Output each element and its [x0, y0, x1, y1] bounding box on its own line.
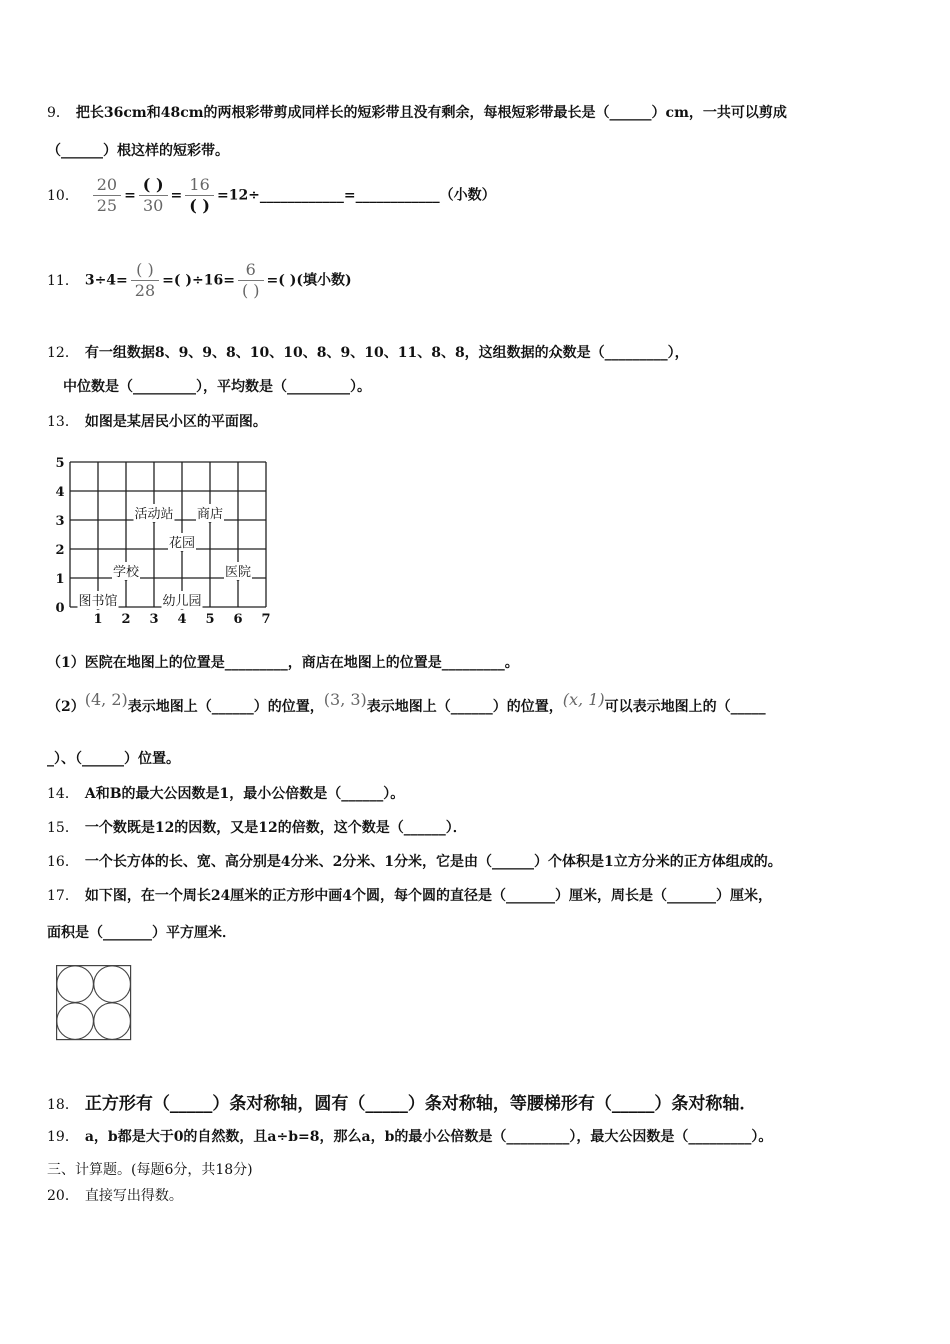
x-tick-label: 5 [205, 612, 215, 627]
question-13-sub-1 [47, 652, 519, 672]
place-label: 商店 [196, 507, 224, 522]
question-text: 直接写出得数。 [84, 1188, 183, 1204]
question-text: _）、（______）位置。 [47, 751, 180, 767]
fraction-blank-30: $\frac{( )}{30}$ [139, 175, 168, 216]
question-number: 18． [47, 1097, 79, 1113]
question-17-line-1 [47, 885, 772, 905]
question-text: 有一组数据8、9、9、8、10、10、8、9、10、11、8、8，这组数据的众数是（_________）， [84, 345, 689, 361]
question-number: 13． [47, 414, 79, 430]
question-16 [47, 851, 782, 871]
x-tick-label: 7 [261, 612, 271, 627]
question-number: 12． [47, 345, 79, 361]
question-text: 如图是某居民小区的平面图。 [84, 414, 267, 430]
coordinate-3-3: (3, 3) [323, 690, 367, 709]
y-tick-label: 2 [55, 543, 65, 558]
question-11: 11． 3÷4= $\frac{( )}{28}$ =( )÷16= $\frac{6}{( )}$ =( )(填小数) [47, 260, 352, 300]
question-number: 19． [47, 1129, 79, 1145]
question-text: （1）医院在地图上的位置是_________，商店在地图上的位置是_________。 [47, 655, 519, 671]
question-text: （______）根这样的短彩带。 [47, 143, 229, 159]
question-9-line-1 [47, 102, 787, 122]
question-text: a，b都是大于0的自然数，且a÷b=8，那么a，b的最小公倍数是（_________），最大公因数是（_________）。 [84, 1129, 773, 1145]
x-tick-label: 2 [121, 612, 131, 627]
y-tick-label: 1 [55, 572, 65, 587]
question-number: 17． [47, 888, 79, 904]
y-tick-label: 0 [55, 601, 65, 616]
question-number: 14． [47, 786, 79, 802]
place-label: 学校 [112, 565, 140, 580]
question-12-line-1 [47, 342, 689, 362]
y-tick-label: 4 [55, 485, 65, 500]
question-number: 20． [47, 1188, 79, 1204]
question-number: 9． [47, 105, 70, 121]
question-text: =12÷____________=____________（小数） [216, 187, 496, 204]
question-18 [47, 1089, 756, 1114]
question-13-sub-2: （2）(4, 2)表示地图上（______）的位置，(3, 3)表示地图上（______）的位置，(x, 1)可以表示地图上的（_____ [47, 690, 766, 715]
question-20 [47, 1185, 183, 1205]
question-number: 11． [47, 272, 79, 289]
fraction-blank-28: $\frac{( )}{28}$ [131, 260, 159, 301]
square-with-four-circles [56, 965, 132, 1041]
question-number: 16． [47, 854, 79, 870]
fraction-16-blank: $\frac{16}{( )}$ [185, 175, 214, 216]
question-19 [47, 1126, 772, 1146]
question-text: 中位数是（_________），平均数是（_________）。 [63, 379, 371, 395]
question-text: 一个长方体的长、宽、高分别是4分米、2分米、1分米，它是由（______）个体积是1立方分米的正方体组成的。 [84, 854, 782, 870]
question-text: 正方形有（_____）条对称轴，圆有（_____）条对称轴，等腰梯形有（_____）条对称轴． [84, 1094, 757, 1114]
neighborhood-map [48, 452, 288, 632]
x-tick-label: 1 [93, 612, 103, 627]
question-9-line-2 [47, 140, 229, 160]
x-tick-label: 4 [177, 612, 187, 627]
place-label: 图书馆 [78, 594, 118, 609]
question-number: 10． [47, 187, 79, 204]
x-tick-label: 6 [233, 612, 243, 627]
x-tick-label: 3 [149, 612, 159, 627]
coordinate-4-2: (4, 2) [84, 690, 128, 709]
place-label: 花园 [168, 536, 196, 551]
question-number: 15． [47, 820, 79, 836]
question-text: =( )(填小数) [266, 272, 352, 289]
fraction-20-25: $\frac{20}{25}$ [93, 175, 121, 216]
y-tick-label: 5 [55, 456, 65, 471]
coordinate-x-1: (x, 1) [562, 690, 605, 709]
y-tick-label: 3 [55, 514, 65, 529]
question-10: 10． $\frac{20}{25}$ = $\frac{( )}{30}$ = $\frac{16}{( )}$ =12÷____________=____________（小数） [47, 175, 496, 215]
question-text: 一个数既是12的因数，又是12的倍数，这个数是（______）． [84, 820, 467, 836]
question-text: 面积是（_______）平方厘米． [47, 925, 236, 941]
question-14 [47, 783, 404, 803]
section-title-calculation: 三、计算题。(每题6分，共18分) [47, 1162, 253, 1178]
question-text: A和B的最大公因数是1，最小公倍数是（______）。 [84, 786, 405, 802]
question-13-sub-2-line-2 [47, 748, 180, 768]
fraction-6-blank: $\frac{6}{( )}$ [238, 260, 264, 301]
question-17-line-2 [47, 922, 236, 942]
question-text: 把长36cm和48cm的两根彩带剪成同样长的短彩带且没有剩余，每根短彩带最长是（______）cm，一共可以剪成 [75, 105, 787, 121]
place-label: 活动站 [134, 507, 174, 522]
question-12-line-2 [63, 376, 371, 396]
place-label: 幼儿园 [162, 594, 202, 609]
question-15 [47, 817, 467, 837]
place-label: 医院 [224, 565, 252, 580]
question-13 [47, 411, 267, 431]
question-text: 如下图，在一个周长24厘米的正方形中画4个圆，每个圆的直径是（_______）厘米，周长是（_______）厘米， [84, 888, 773, 904]
